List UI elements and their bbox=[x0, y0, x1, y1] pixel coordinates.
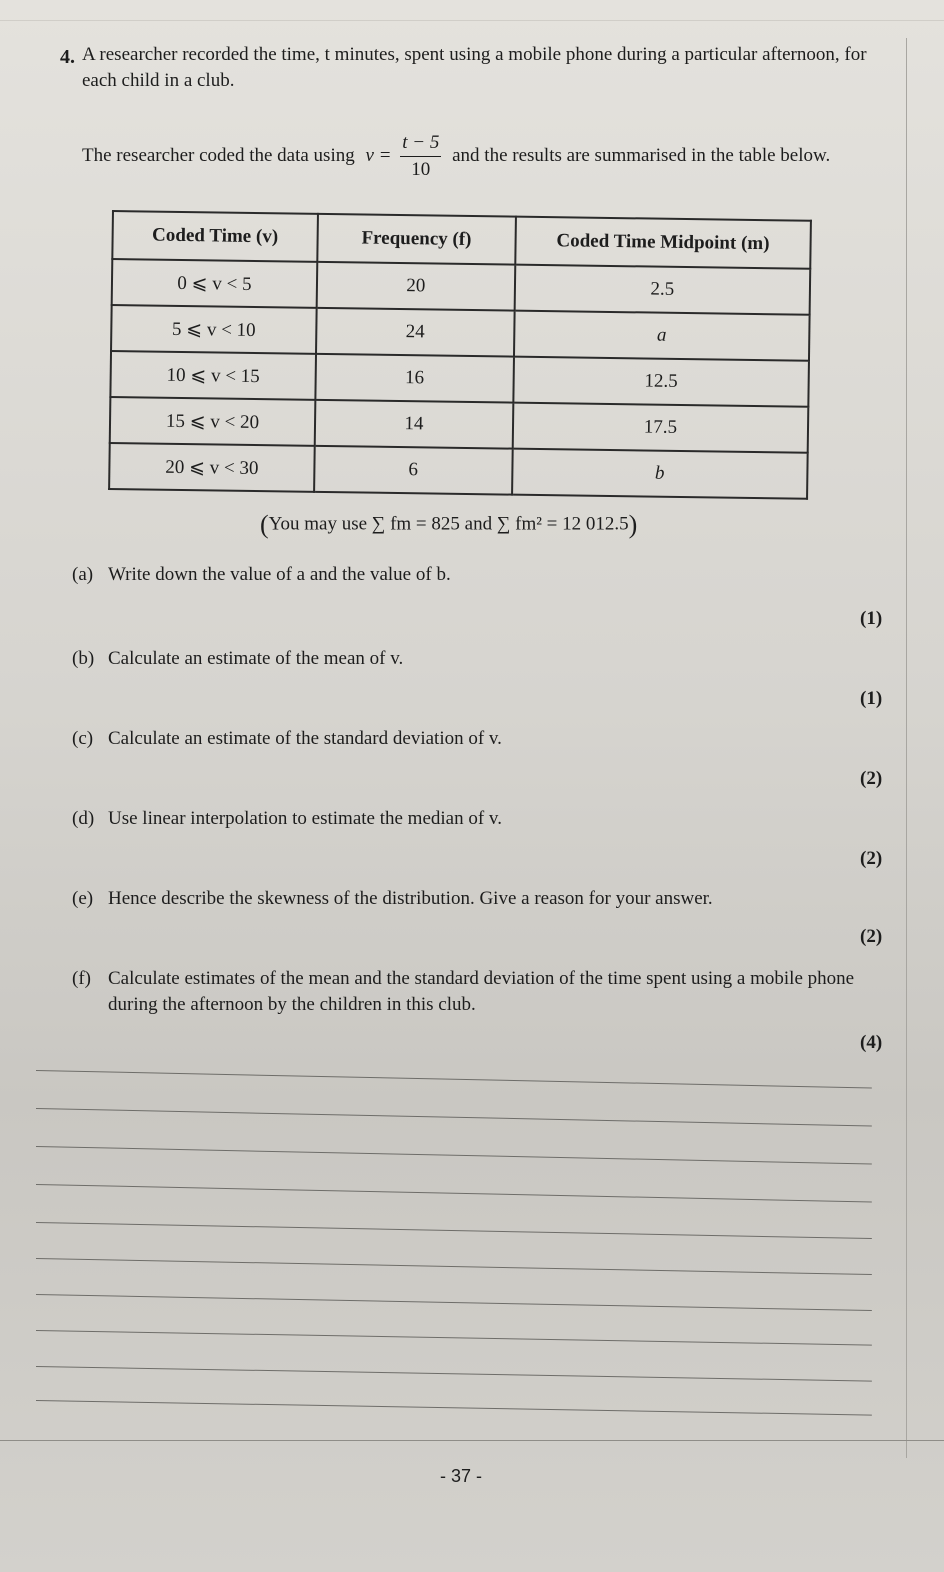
header-frequency: Frequency (f) bbox=[317, 214, 515, 265]
cell-frequency: 20 bbox=[317, 262, 515, 311]
coding-text-after: and the results are summarised in the table below. bbox=[452, 144, 831, 166]
part-a bbox=[72, 562, 872, 588]
part-c bbox=[72, 726, 872, 752]
page-number: - 37 - bbox=[440, 1466, 483, 1486]
cell-midpoint: 17.5 bbox=[512, 403, 808, 453]
cell-range: 20 ⩽ v < 30 bbox=[109, 443, 315, 492]
coding-statement bbox=[82, 130, 902, 183]
page-bottom-rule bbox=[0, 1440, 944, 1441]
marks-b: (1) bbox=[860, 688, 883, 709]
marks-f: (4) bbox=[860, 1032, 883, 1053]
cell-midpoint: a bbox=[514, 311, 810, 361]
part-text: Write down the value of a and the value of b. bbox=[108, 564, 451, 585]
frequency-table bbox=[108, 210, 812, 500]
header-midpoint: Coded Time Midpoint (m) bbox=[515, 217, 811, 269]
part-b bbox=[72, 646, 872, 672]
cell-range: 5 ⩽ v < 10 bbox=[111, 305, 317, 354]
answer-line bbox=[36, 1222, 872, 1239]
marks-a: (1) bbox=[860, 608, 883, 629]
hint-open-paren: ( bbox=[260, 510, 269, 539]
coding-formula-lhs: v = bbox=[365, 144, 392, 166]
part-text: Use linear interpolation to estimate the median of v. bbox=[108, 808, 502, 829]
marks-d: (2) bbox=[860, 848, 883, 869]
coding-denominator: 10 bbox=[411, 159, 431, 180]
marks-e: (2) bbox=[860, 926, 883, 947]
coding-numerator: t − 5 bbox=[400, 130, 441, 157]
part-letter: (e) bbox=[72, 888, 94, 909]
answer-line bbox=[36, 1070, 872, 1089]
part-text: Calculate an estimate of the standard deviation of v. bbox=[108, 728, 502, 749]
part-letter: (a) bbox=[72, 564, 94, 585]
table-row bbox=[109, 443, 808, 499]
part-text: Calculate estimates of the mean and the standard deviation of the time spent using a mobile phone during the afternoon by the children in this club. bbox=[108, 968, 855, 1015]
cell-frequency: 14 bbox=[315, 400, 513, 449]
cell-midpoint: 12.5 bbox=[513, 357, 809, 407]
answer-line bbox=[36, 1366, 872, 1382]
part-e bbox=[72, 886, 872, 912]
part-text: Calculate an estimate of the mean of v. bbox=[108, 648, 404, 669]
marks-c: (2) bbox=[860, 768, 883, 789]
cell-frequency: 16 bbox=[315, 354, 513, 403]
part-letter: (b) bbox=[72, 648, 95, 669]
cell-range: 10 ⩽ v < 15 bbox=[110, 351, 316, 400]
coding-formula bbox=[365, 130, 441, 183]
page-top-edge bbox=[0, 0, 944, 21]
answer-line bbox=[36, 1258, 872, 1275]
coding-fraction bbox=[400, 130, 441, 183]
answer-line bbox=[36, 1330, 872, 1346]
summary-hint bbox=[260, 510, 637, 540]
part-f bbox=[72, 966, 898, 1018]
margin-rule bbox=[906, 38, 907, 1458]
hint-text: You may use ∑ fm = 825 and ∑ fm² = 12 012.5 bbox=[268, 513, 629, 535]
answer-line bbox=[36, 1294, 872, 1311]
part-d bbox=[72, 806, 872, 832]
question-number: 4. bbox=[60, 46, 75, 68]
cell-range: 15 ⩽ v < 20 bbox=[110, 397, 316, 446]
cell-range: 0 ⩽ v < 5 bbox=[112, 259, 318, 308]
cell-frequency: 6 bbox=[314, 446, 512, 495]
cell-frequency: 24 bbox=[316, 308, 514, 357]
answer-line bbox=[36, 1146, 872, 1165]
hint-close-paren: ) bbox=[628, 510, 638, 539]
question-intro: A researcher recorded the time, t minutes, spent using a mobile phone during a particular afternoon, for each child in a club. bbox=[82, 44, 867, 91]
cell-midpoint: b bbox=[512, 449, 808, 499]
coding-text-before: The researcher coded the data using bbox=[82, 144, 355, 166]
part-text: Hence describe the skewness of the distribution. Give a reason for your answer. bbox=[108, 888, 713, 909]
answer-line bbox=[36, 1184, 872, 1203]
part-letter: (f) bbox=[72, 968, 91, 989]
part-letter: (c) bbox=[72, 728, 94, 749]
part-letter: (d) bbox=[72, 808, 95, 829]
answer-line bbox=[36, 1108, 872, 1127]
header-coded-time: Coded Time (v) bbox=[112, 211, 318, 262]
cell-midpoint: 2.5 bbox=[514, 265, 810, 315]
answer-line bbox=[36, 1400, 872, 1416]
